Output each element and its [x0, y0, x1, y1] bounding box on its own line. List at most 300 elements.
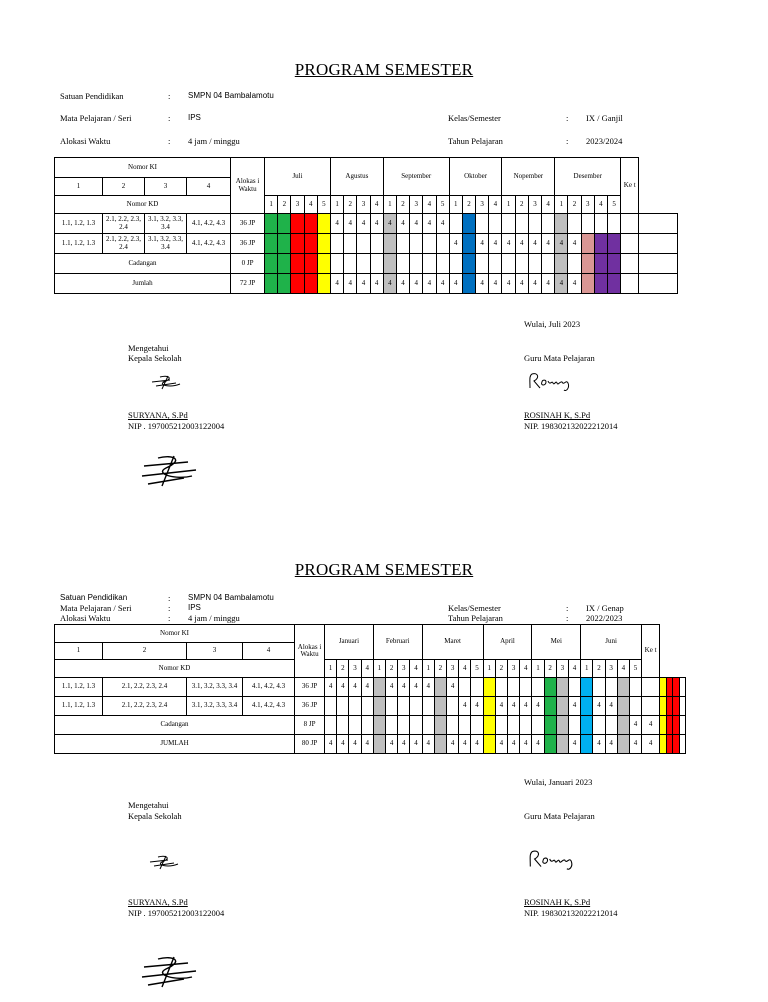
info-satuan-label: Satuan Pendidikan: [60, 91, 124, 101]
header-week-number: 4: [617, 660, 629, 678]
week-cell: [383, 254, 396, 274]
week-cell: [361, 716, 373, 735]
table-row: [55, 678, 686, 697]
header-nomor-kd: Nomor KD: [55, 196, 231, 214]
week-cell: [410, 716, 422, 735]
week-cell: [502, 214, 515, 234]
week-cell: [471, 716, 483, 735]
week-cell: 4: [410, 678, 422, 697]
week-cell: [608, 234, 621, 254]
ket-cell: [639, 254, 678, 274]
header-week-number: 1: [265, 196, 278, 214]
header-alokasi-waktu: Alokas i Waktu: [295, 625, 325, 678]
week-cell: [594, 234, 607, 254]
week-cell: [544, 697, 556, 716]
week-cell: [373, 697, 385, 716]
week-cell: [581, 678, 593, 697]
header-week-number: 4: [410, 660, 422, 678]
week-cell: [304, 234, 317, 254]
week-cell: [373, 716, 385, 735]
kd-cell: 4.1, 4.2, 4.3: [243, 697, 295, 716]
week-cell: [265, 234, 278, 254]
week-cell: 4: [495, 697, 507, 716]
week-cell: 4: [398, 735, 410, 754]
kd-cell: 2.1, 2.2, 2.3, 2.4: [103, 214, 145, 234]
header-week-number: 3: [581, 196, 594, 214]
table-row: [55, 735, 686, 754]
week-cell: 4: [507, 735, 519, 754]
week-cell: [265, 254, 278, 274]
info-colon: :: [168, 113, 171, 123]
info-mapel-value: IPS: [188, 113, 201, 122]
header-week-number: 3: [398, 660, 410, 678]
week-cell: 4: [331, 214, 344, 234]
table-row: [55, 254, 678, 274]
header-week-number: 3: [507, 660, 519, 678]
jp-cell: 36 JP: [295, 697, 325, 716]
info-mapel-label: Mata Pelajaran / Seri: [60, 603, 132, 613]
kepala-signature-large: [140, 955, 202, 989]
week-cell: [278, 254, 291, 274]
week-cell: [555, 214, 568, 234]
week-cell: [436, 254, 449, 274]
header-week-number: 2: [386, 660, 398, 678]
week-cell: [617, 697, 629, 716]
info-satuan-value: SMPN 04 Bambalamotu: [188, 593, 274, 602]
week-cell: 4: [398, 678, 410, 697]
header-month: Nopember: [502, 158, 555, 196]
week-cell: [434, 678, 446, 697]
week-cell: [581, 214, 594, 234]
week-cell: [344, 234, 357, 254]
info-satuan-label: Satuan Pendidikan: [60, 593, 128, 602]
header-week-number: 4: [489, 196, 502, 214]
week-cell: 4: [568, 274, 581, 294]
ket-cell: [679, 678, 685, 697]
week-cell: 4: [532, 735, 544, 754]
week-cell: 4: [471, 735, 483, 754]
table-row: [55, 234, 678, 254]
week-cell: 4: [361, 735, 373, 754]
week-cell: 4: [476, 274, 489, 294]
header-nomor-ki: Nomor KI: [55, 625, 295, 643]
info-kelas-label: Kelas/Semester: [448, 113, 501, 123]
week-cell: 4: [396, 214, 409, 234]
header-week-number: 1: [383, 196, 396, 214]
info-colon: :: [566, 113, 569, 123]
header-week-number: 3: [410, 196, 423, 214]
week-cell: [489, 254, 502, 274]
week-cell: [304, 274, 317, 294]
week-cell: [349, 716, 361, 735]
week-cell: [621, 254, 639, 274]
guru-label: Guru Mata Pelajaran: [524, 811, 595, 821]
week-cell: [495, 716, 507, 735]
week-cell: [542, 214, 555, 234]
header-month: Juni: [581, 625, 642, 660]
week-cell: [507, 716, 519, 735]
week-cell: [528, 254, 541, 274]
kd-cell: 1.1, 1.2, 1.3: [55, 678, 103, 697]
week-cell: 4: [629, 716, 641, 735]
week-cell: [532, 678, 544, 697]
week-cell: 4: [446, 735, 458, 754]
week-cell: [410, 697, 422, 716]
header-week-number: 4: [520, 660, 532, 678]
kd-cell: 3.1, 3.2, 3.3, 3.4: [187, 678, 243, 697]
guru-nip: NIP. 198302132022212014: [524, 421, 618, 431]
table-row: [55, 716, 686, 735]
week-cell: 4: [542, 274, 555, 294]
kepala-nip: NIP . 197005212003122004: [128, 908, 225, 918]
header-week-number: 3: [605, 660, 617, 678]
kepala-signature-small: [148, 854, 182, 870]
header-ki-number: 2: [103, 643, 187, 660]
week-cell: 4: [528, 274, 541, 294]
info-colon: :: [168, 91, 171, 101]
week-cell: [434, 716, 446, 735]
week-cell: [278, 274, 291, 294]
ket-cell: [679, 735, 685, 754]
week-cell: 4: [593, 735, 605, 754]
info-colon: :: [566, 613, 569, 623]
week-cell: [278, 214, 291, 234]
header-ki-number: 3: [145, 178, 187, 196]
week-cell: 4: [423, 214, 436, 234]
guru-name: ROSINAH K, S.Pd: [524, 410, 591, 420]
header-week-number: 1: [373, 660, 385, 678]
kd-cell: 2.1, 2.2, 2.3, 2.4: [103, 678, 187, 697]
week-cell: 4: [642, 716, 660, 735]
week-cell: [325, 697, 337, 716]
week-cell: 4: [459, 697, 471, 716]
kepala-sekolah-label: Kepala Sekolah: [128, 811, 182, 821]
header-month: September: [383, 158, 449, 196]
week-cell: [291, 274, 304, 294]
week-cell: [581, 234, 594, 254]
week-cell: [357, 234, 370, 254]
semester-1-schedule-table: [54, 157, 678, 294]
info-kelas-value: IX / Ganjil: [586, 113, 623, 123]
row-label: Jumlah: [55, 274, 231, 294]
header-week-number: 4: [459, 660, 471, 678]
week-cell: [476, 214, 489, 234]
week-cell: [396, 234, 409, 254]
week-cell: [629, 697, 641, 716]
week-cell: 4: [605, 697, 617, 716]
week-cell: [608, 274, 621, 294]
week-cell: 4: [386, 678, 398, 697]
header-week-number: 4: [370, 196, 383, 214]
week-cell: [383, 234, 396, 254]
header-week-number: 1: [449, 196, 462, 214]
week-cell: 4: [344, 214, 357, 234]
week-cell: 4: [396, 274, 409, 294]
header-week-number: 4: [594, 196, 607, 214]
week-cell: [544, 678, 556, 697]
guru-signature: [526, 370, 578, 392]
week-cell: 4: [502, 274, 515, 294]
week-cell: 4: [422, 678, 434, 697]
info-colon: :: [168, 593, 171, 603]
week-cell: [357, 254, 370, 274]
kepala-name: SURYANA, S.Pd: [128, 897, 188, 907]
week-cell: [462, 234, 475, 254]
week-cell: 4: [605, 735, 617, 754]
row-label: Cadangan: [55, 716, 295, 735]
header-month: Agustus: [331, 158, 384, 196]
header-week-number: 3: [446, 660, 458, 678]
info-tahun-value: 2023/2024: [586, 136, 623, 146]
header-week-number: 1: [331, 196, 344, 214]
week-cell: [532, 716, 544, 735]
week-cell: [459, 716, 471, 735]
week-cell: [544, 735, 556, 754]
week-cell: 4: [555, 234, 568, 254]
week-cell: [568, 254, 581, 274]
week-cell: 4: [520, 697, 532, 716]
week-cell: 4: [593, 697, 605, 716]
week-cell: [483, 697, 495, 716]
week-cell: 4: [449, 234, 462, 254]
week-cell: [459, 678, 471, 697]
week-cell: 4: [629, 735, 641, 754]
week-cell: [449, 254, 462, 274]
kd-cell: 3.1, 3.2, 3.3, 3.4: [187, 697, 243, 716]
week-cell: 4: [515, 274, 528, 294]
header-ket: Ke t: [642, 625, 660, 678]
week-cell: [304, 214, 317, 234]
week-cell: [344, 254, 357, 274]
week-cell: 4: [568, 697, 580, 716]
week-cell: [317, 274, 330, 294]
week-cell: [642, 678, 660, 697]
week-cell: [594, 254, 607, 274]
week-cell: [568, 678, 580, 697]
week-cell: [410, 234, 423, 254]
header-month: Mei: [532, 625, 581, 660]
week-cell: 4: [386, 735, 398, 754]
header-ki-number: 1: [55, 178, 103, 196]
week-cell: [423, 254, 436, 274]
week-cell: [476, 254, 489, 274]
header-ket: Ke t: [621, 158, 639, 214]
week-cell: [422, 716, 434, 735]
header-alokasi-waktu: Alokas i Waktu: [231, 158, 265, 214]
header-week-number: 1: [532, 660, 544, 678]
header-week-number: 4: [568, 660, 580, 678]
week-cell: [373, 735, 385, 754]
ket-cell: [639, 234, 678, 254]
week-cell: 4: [325, 678, 337, 697]
header-week-number: 2: [544, 660, 556, 678]
week-cell: [422, 697, 434, 716]
info-alokasi-value: 4 jam / minggu: [188, 136, 240, 146]
info-tahun-label: Tahun Pelajaran: [448, 136, 503, 146]
week-cell: [502, 254, 515, 274]
week-cell: [594, 214, 607, 234]
header-week-number: 4: [304, 196, 317, 214]
ket-cell: [679, 697, 685, 716]
week-cell: 4: [449, 274, 462, 294]
week-cell: [581, 274, 594, 294]
week-cell: [278, 234, 291, 254]
week-cell: [317, 234, 330, 254]
week-cell: [434, 697, 446, 716]
week-cell: [396, 254, 409, 274]
week-cell: 4: [361, 678, 373, 697]
header-week-number: 2: [337, 660, 349, 678]
week-cell: 4: [349, 678, 361, 697]
header-week-number: 2: [568, 196, 581, 214]
info-colon: :: [168, 603, 171, 613]
week-cell: 4: [520, 735, 532, 754]
kd-cell: 4.1, 4.2, 4.3: [187, 214, 231, 234]
jp-cell: 80 JP: [295, 735, 325, 754]
week-cell: [423, 234, 436, 254]
kd-cell: 4.1, 4.2, 4.3: [187, 234, 231, 254]
week-cell: [291, 234, 304, 254]
week-cell: [515, 254, 528, 274]
kepala-sekolah-label: Kepala Sekolah: [128, 353, 182, 363]
header-week-number: 5: [629, 660, 641, 678]
week-cell: [520, 678, 532, 697]
week-cell: 4: [337, 678, 349, 697]
kd-cell: 1.1, 1.2, 1.3: [55, 214, 103, 234]
week-cell: [410, 254, 423, 274]
info-colon: :: [566, 136, 569, 146]
week-cell: [556, 716, 568, 735]
week-cell: [291, 214, 304, 234]
mengetahui-label: Mengetahui: [128, 800, 169, 810]
week-cell: [449, 214, 462, 234]
week-cell: 4: [331, 274, 344, 294]
ket-cell: [679, 716, 685, 735]
week-cell: [386, 697, 398, 716]
week-cell: [581, 716, 593, 735]
place-date: Wulai, Januari 2023: [524, 777, 593, 787]
kd-cell: 2.1, 2.2, 2.3, 2.4: [103, 697, 187, 716]
week-cell: [593, 678, 605, 697]
week-cell: [594, 274, 607, 294]
week-cell: [617, 716, 629, 735]
kd-cell: 1.1, 1.2, 1.3: [55, 234, 103, 254]
week-cell: [349, 697, 361, 716]
week-cell: 4: [357, 214, 370, 234]
week-cell: [542, 254, 555, 274]
week-cell: [515, 214, 528, 234]
week-cell: [556, 678, 568, 697]
header-week-number: 1: [502, 196, 515, 214]
week-cell: [629, 678, 641, 697]
header-week-number: 3: [476, 196, 489, 214]
kepala-name: SURYANA, S.Pd: [128, 410, 188, 420]
week-cell: [398, 697, 410, 716]
header-week-number: 2: [278, 196, 291, 214]
title-semester-1: PROGRAM SEMESTER: [294, 60, 474, 79]
week-cell: [489, 214, 502, 234]
kd-cell: 4.1, 4.2, 4.3: [243, 678, 295, 697]
week-cell: [581, 254, 594, 274]
info-colon: :: [168, 136, 171, 146]
header-ki-number: 1: [55, 643, 103, 660]
week-cell: [605, 716, 617, 735]
week-cell: [483, 735, 495, 754]
kd-cell: 2.1, 2.2, 2.3, 2.4: [103, 234, 145, 254]
week-cell: [462, 274, 475, 294]
week-cell: [325, 716, 337, 735]
week-cell: 4: [489, 234, 502, 254]
week-cell: 4: [446, 678, 458, 697]
week-cell: [373, 678, 385, 697]
week-cell: [621, 274, 639, 294]
week-cell: [556, 697, 568, 716]
week-cell: [556, 735, 568, 754]
row-label: Cadangan: [55, 254, 231, 274]
week-cell: 4: [349, 735, 361, 754]
header-month: Maret: [422, 625, 483, 660]
week-cell: [462, 214, 475, 234]
info-tahun-value: 2022/2023: [586, 613, 623, 623]
mengetahui-label: Mengetahui: [128, 343, 169, 353]
week-cell: [581, 735, 593, 754]
header-nomor-kd: Nomor KD: [55, 660, 295, 678]
week-cell: [483, 678, 495, 697]
week-cell: [317, 254, 330, 274]
week-cell: [471, 678, 483, 697]
info-satuan-value: SMPN 04 Bambalamotu: [188, 91, 274, 100]
week-cell: [386, 716, 398, 735]
week-cell: [370, 254, 383, 274]
info-mapel-label: Mata Pelajaran / Seri: [60, 113, 132, 123]
info-alokasi-label: Alokasi Waktu: [60, 136, 111, 146]
week-cell: [617, 678, 629, 697]
info-alokasi-label: Alokasi Waktu: [60, 613, 111, 623]
week-cell: 4: [495, 735, 507, 754]
header-month: Oktober: [449, 158, 502, 196]
header-week-number: 5: [608, 196, 621, 214]
guru-label: Guru Mata Pelajaran: [524, 353, 595, 363]
week-cell: 4: [357, 274, 370, 294]
header-week-number: 1: [581, 660, 593, 678]
header-month: Desember: [555, 158, 621, 196]
header-week-number: 3: [556, 660, 568, 678]
week-cell: 4: [370, 274, 383, 294]
week-cell: 4: [337, 735, 349, 754]
week-cell: 4: [532, 697, 544, 716]
week-cell: 4: [542, 234, 555, 254]
row-label: JUMLAH: [55, 735, 295, 754]
header-week-number: 1: [325, 660, 337, 678]
week-cell: 4: [410, 214, 423, 234]
guru-name: ROSINAH K, S.Pd: [524, 897, 591, 907]
week-cell: [621, 234, 639, 254]
week-cell: 4: [410, 735, 422, 754]
header-week-number: 5: [471, 660, 483, 678]
header-week-number: 3: [349, 660, 361, 678]
week-cell: [495, 678, 507, 697]
guru-nip: NIP. 198302132022212014: [524, 908, 618, 918]
week-cell: [398, 716, 410, 735]
kd-cell: 3.1, 3.2, 3.3, 3.4: [145, 234, 187, 254]
week-cell: 4: [422, 735, 434, 754]
week-cell: 4: [502, 234, 515, 254]
header-week-number: 2: [495, 660, 507, 678]
week-cell: [337, 697, 349, 716]
week-cell: 4: [436, 214, 449, 234]
header-week-number: 2: [344, 196, 357, 214]
place-date: Wulai, Juli 2023: [524, 319, 581, 329]
